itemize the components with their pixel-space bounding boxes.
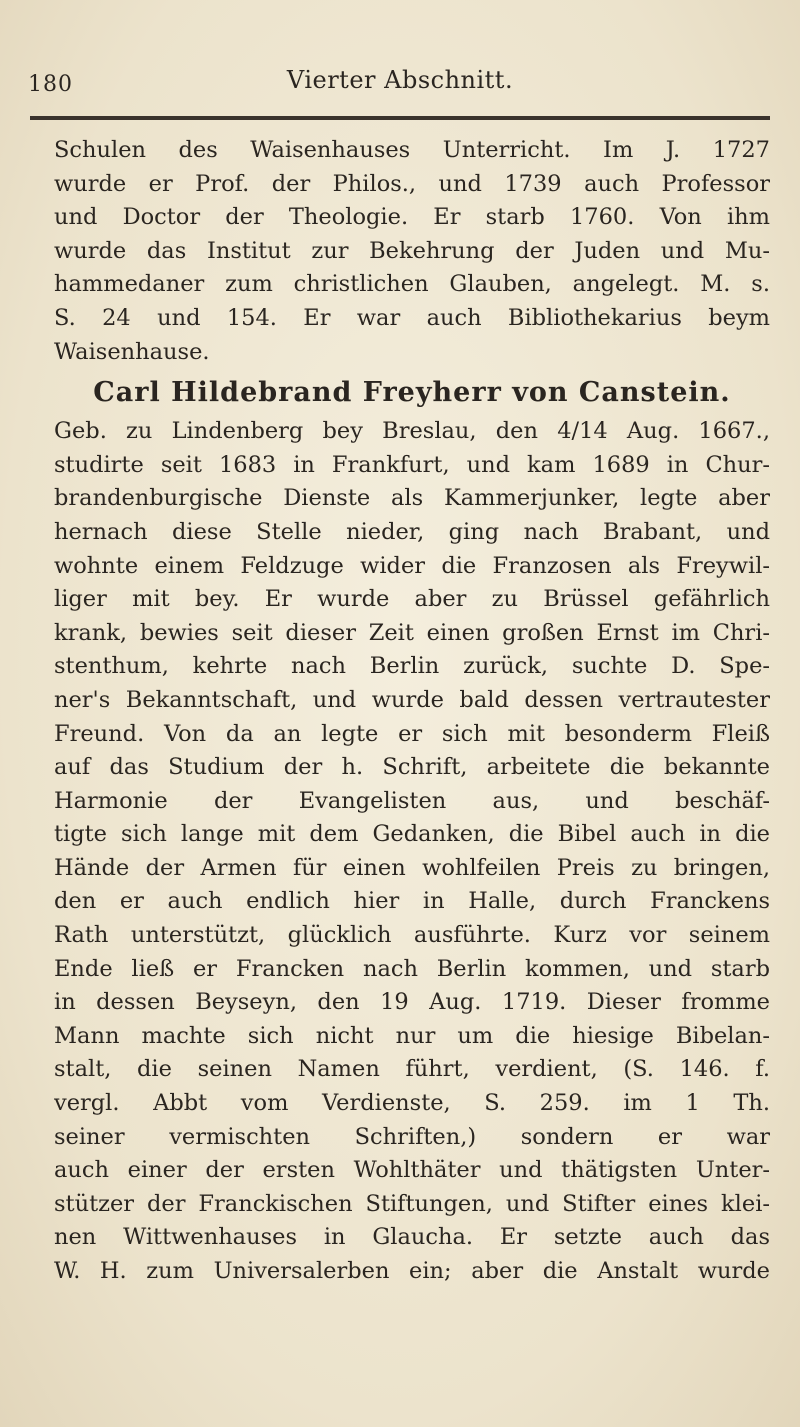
text-line: Hände der Armen für einen wohlfeilen Preis zu bringen, xyxy=(54,854,770,881)
text-line: wurde das Institut zur Bekehrung der Juden und Mu- xyxy=(54,237,770,264)
text-line: auf das Studium der h. Schrift, arbeitete die bekannte xyxy=(54,754,770,781)
body-text xyxy=(54,134,770,1289)
running-title: Vierter Abschnitt. xyxy=(286,66,514,94)
text-line: und Doctor der Theologie. Er starb 1760. Von ihm xyxy=(54,204,770,231)
text-line: S. 24 und 154. Er war auch Bibliothekarius beym xyxy=(54,304,770,331)
text-line: krank, bewies seit dieser Zeit einen großen Ernst im Chri- xyxy=(54,619,770,646)
paragraph-hallesche-professor xyxy=(54,134,770,369)
text-line: liger mit bey. Er wurde aber zu Brüssel gefährlich xyxy=(54,586,770,613)
text-line: stenthum, kehrte nach Berlin zurück, suchte D. Spe- xyxy=(54,653,770,680)
text-line: Rath unterstützt, glücklich ausführte. Kurz vor seinem xyxy=(54,922,770,949)
text-line: Ende ließ er Francken nach Berlin kommen, und starb xyxy=(54,955,770,982)
text-line: seiner vermischten Schriften,) sondern er war xyxy=(54,1123,770,1150)
text-line: W. H. zum Universalerben ein; aber die Anstalt wurde xyxy=(54,1258,770,1284)
text-line: auch einer der ersten Wohlthäter und thätigsten Unter- xyxy=(54,1157,770,1184)
text-line: den er auch endlich hier in Halle, durch Franckens xyxy=(54,888,770,915)
text-line: Geb. zu Lindenberg bey Breslau, den 4/14 Aug. 1667., xyxy=(54,418,770,445)
text-line: hernach diese Stelle nieder, ging nach Brabant, und xyxy=(54,518,770,545)
text-line: studirte seit 1683 in Frankfurt, und kam 1689 in Chur- xyxy=(54,451,770,478)
text-line: brandenburgische Dienste als Kammerjunker, legte aber xyxy=(54,485,770,512)
page-number: 180 xyxy=(28,72,73,97)
text-line: in dessen Beyseyn, den 19 Aug. 1719. Dieser fromme xyxy=(54,989,770,1016)
text-line: wurde er Prof. der Philos., und 1739 auch Professor xyxy=(54,170,770,197)
text-line: nen Wittwenhauses in Glaucha. Er setzte auch das xyxy=(54,1224,770,1251)
text-line: Mann machte sich nicht nur um die hiesige Bibelan- xyxy=(54,1022,770,1049)
page-header xyxy=(0,0,800,112)
text-line: stalt, die seinen Namen führt, verdient, (S. 146. f. xyxy=(54,1056,770,1083)
entry-heading: Carl Hildebrand Freyherr von Canstein. xyxy=(93,377,731,409)
text-line: Waisenhause. xyxy=(54,338,210,365)
header-rule xyxy=(30,116,770,120)
text-line: vergl. Abbt vom Verdienste, S. 259. im 1 Th. xyxy=(54,1090,770,1117)
text-line: hammedaner zum christlichen Glauben, angelegt. M. s. xyxy=(54,271,770,298)
text-line: tigte sich lange mit dem Gedanken, die Bibel auch in die xyxy=(54,821,770,848)
text-line: ner's Bekanntschaft, und wurde bald dessen vertrautester xyxy=(54,686,770,713)
text-line: wohnte einem Feldzuge wider die Franzosen als Freywil- xyxy=(54,552,770,579)
text-line: stützer der Franckischen Stiftungen, und Stifter eines klei- xyxy=(54,1190,770,1217)
paragraph-canstein-biography xyxy=(54,415,770,1288)
text-line: Harmonie der Evangelisten aus, und beschäf- xyxy=(54,787,770,814)
text-line: Schulen des Waisenhauses Unterricht. Im J. 1727 xyxy=(54,137,770,163)
text-line: Freund. Von da an legte er sich mit besonderm Fleiß xyxy=(54,720,770,747)
